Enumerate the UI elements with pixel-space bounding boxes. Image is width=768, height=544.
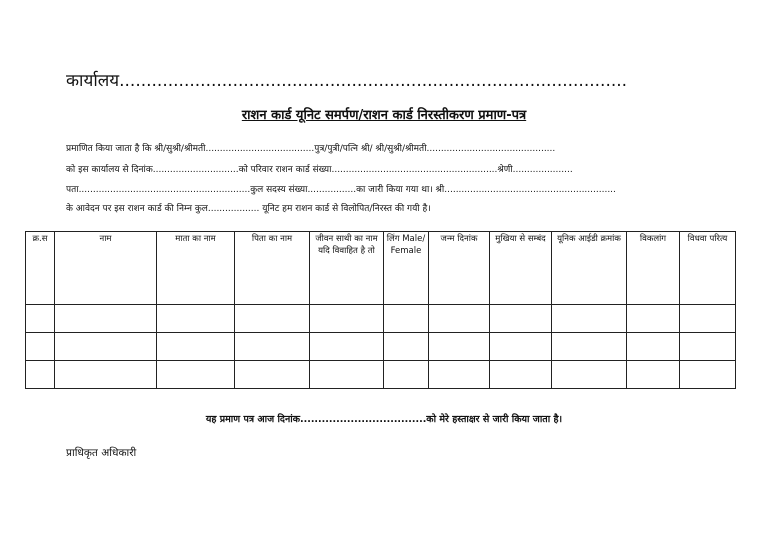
col-gender: लिंग Male/ Female <box>384 232 429 305</box>
col-unique-id: यूनिक आईडी क्रमांक <box>552 232 627 305</box>
table-cell <box>627 333 680 361</box>
table-cell <box>310 361 384 389</box>
table-cell <box>680 361 736 389</box>
table-cell <box>310 305 384 333</box>
authorized-officer-label: प्राधिकृत अधिकारी <box>66 447 137 459</box>
table-cell <box>552 333 627 361</box>
office-name-line: कार्यालय.............................................................................................. <box>66 71 628 91</box>
table-cell <box>55 361 157 389</box>
table-cell <box>429 361 490 389</box>
table-cell <box>384 361 429 389</box>
table-cell <box>157 305 235 333</box>
table-row <box>26 333 736 361</box>
issue-statement: यह प्रमाण पत्र आज दिनांक...................................को मेरे हस्ताक्षर से जारी किया जाता है। <box>205 414 563 425</box>
table-cell <box>235 333 310 361</box>
table-cell <box>384 305 429 333</box>
table-cell <box>429 305 490 333</box>
table-cell <box>490 361 552 389</box>
col-disabled: विकलांग <box>627 232 680 305</box>
table-header-row <box>26 232 736 305</box>
col-serial: क्र.स <box>26 232 55 305</box>
table-row <box>26 361 736 389</box>
table-cell <box>627 305 680 333</box>
certification-line-1: प्रमाणित किया जाता है कि श्री/सुश्री/श्रीमती......................................पुत्र/पुत्री/पत्नि श्री/ श्री/सुश्री/श्रीमती............................................. <box>66 144 556 154</box>
table-cell <box>490 305 552 333</box>
col-widow: विधवा परित्य <box>680 232 736 305</box>
table-cell <box>429 333 490 361</box>
certification-line-4: के आवेदन पर इस राशन कार्ड की निम्न कुल.................. यूनिट हम राशन कार्ड से विलोपित/निरस्त की गयी है। <box>66 204 431 214</box>
col-mother-name: माता का नाम <box>157 232 235 305</box>
col-name: नाम <box>55 232 157 305</box>
table-cell <box>310 333 384 361</box>
table-cell <box>627 361 680 389</box>
table-cell <box>384 333 429 361</box>
units-table <box>25 231 736 389</box>
table-cell <box>235 361 310 389</box>
table-cell <box>26 361 55 389</box>
table-cell <box>235 305 310 333</box>
table-cell <box>26 305 55 333</box>
col-relation-to-head: मुखिया से सम्बंद <box>490 232 552 305</box>
col-birth-date: जन्म दिनांक <box>429 232 490 305</box>
table-cell <box>490 333 552 361</box>
col-father-name: पिता का नाम <box>235 232 310 305</box>
table-cell <box>55 333 157 361</box>
table-cell <box>552 305 627 333</box>
table-row <box>26 305 736 333</box>
table-cell <box>26 333 55 361</box>
table-cell <box>157 333 235 361</box>
table-cell <box>680 305 736 333</box>
col-spouse-name: जीवन साथी का नाम यदि विवाहित है तो <box>310 232 384 305</box>
document-title: राशन कार्ड यूनिट समर्पण/राशन कार्ड निरस्तीकरण प्रमाण-पत्र <box>241 108 527 123</box>
table-cell <box>680 333 736 361</box>
table-cell <box>552 361 627 389</box>
certification-line-2: को इस कार्यालय से दिनांक..............................को परिवार राशन कार्ड संख्या..........................................................श्रेणी..................... <box>66 165 573 175</box>
certification-line-3: पता............................................................कुल सदस्य संख्या.................का जारी किया गया था। श्री............................................................ <box>66 185 616 195</box>
table-cell <box>55 305 157 333</box>
table-cell <box>157 361 235 389</box>
